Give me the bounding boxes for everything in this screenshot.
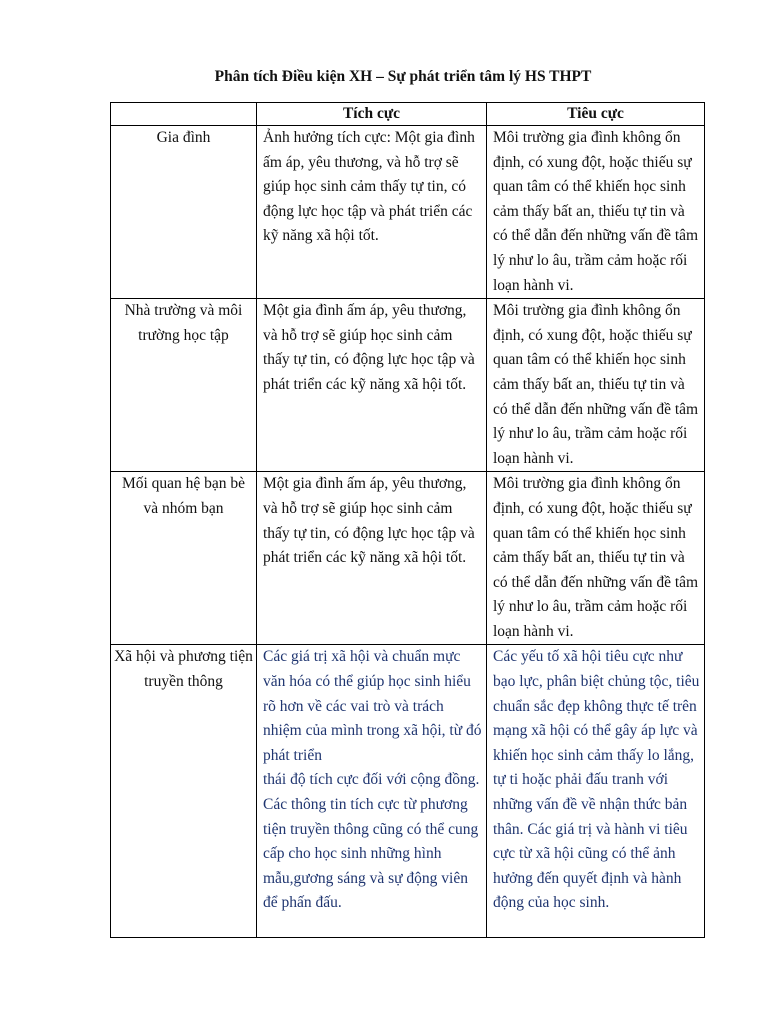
- analysis-table: [110, 102, 705, 938]
- cell-positive-text-part1: Các giá trị xã hội và chuẩn mực văn hóa có thể giúp học sinh hiểu rõ hơn về các vai trò và trách nhiệm của mình trong xã hội, từ đó phát triển: [263, 648, 482, 764]
- row-label-friends: Mối quan hệ bạn bè và nhóm bạn: [111, 472, 257, 645]
- page-title: Phân tích Điều kiện XH – Sự phát triển tâm lý HS THPT: [214, 68, 592, 85]
- cell-negative: Môi trường gia đình không ổn định, có xung đột, hoặc thiếu sự quan tâm có thể khiến học sinh cảm thấy bất an, thiếu tự tin và có thể dẫn đến những vấn đề tâm lý như lo âu, trầm cảm hoặc rối loạn hành vi.: [487, 126, 705, 299]
- row-label-society-media: Xã hội và phương tiện truyền thông: [111, 645, 257, 938]
- header-negative: Tiêu cực: [487, 103, 705, 126]
- table-row: [111, 645, 705, 938]
- header-positive: Tích cực: [257, 103, 487, 126]
- cell-positive: [257, 645, 487, 938]
- row-label-family: Gia đình: [111, 126, 257, 299]
- cell-negative: Môi trường gia đình không ổn định, có xung đột, hoặc thiếu sự quan tâm có thể khiến học sinh cảm thấy bất an, thiếu tự tin và có thể dẫn đến những vấn đề tâm lý như lo âu, trầm cảm hoặc rối loạn hành vi.: [487, 299, 705, 472]
- table-row: [111, 126, 705, 299]
- cell-positive: Ảnh hưởng tích cực: Một gia đình ấm áp, yêu thương, và hỗ trợ sẽ giúp học sinh cảm thấy tự tin, có động lực học tập và phát triển các kỹ năng xã hội tốt.: [257, 126, 487, 299]
- cell-negative: Các yếu tố xã hội tiêu cực như bạo lực, phân biệt chủng tộc, tiêu chuẩn sắc đẹp không thực tế trên mạng xã hội có thể gây áp lực và khiến học sinh cảm thấy lo lắng, tự ti hoặc phải đấu tranh với những vấn đề về nhận thức bản thân. Các giá trị và hành vi tiêu cực từ xã hội cũng có thể ảnh hưởng đến quyết định và hành động của học sinh.: [487, 645, 705, 938]
- table-row: [111, 299, 705, 472]
- row-label-school: Nhà trường và môi trường học tập: [111, 299, 257, 472]
- cell-positive-text-part2: thái độ tích cực đối với cộng đồng. Các thông tin tích cực từ phương tiện truyền thông cũng có thể cung cấp cho học sinh những hình mẫu,gương sáng và sự động viên để phấn đấu.: [263, 771, 480, 912]
- table-row: [111, 472, 705, 645]
- cell-positive: Một gia đình ấm áp, yêu thương, và hỗ trợ sẽ giúp học sinh cảm thấy tự tin, có động lực học tập và phát triển các kỹ năng xã hội tốt.: [257, 472, 487, 645]
- table-header-row: [111, 103, 705, 126]
- cell-positive: Một gia đình ấm áp, yêu thương, và hỗ trợ sẽ giúp học sinh cảm thấy tự tin, có động lực học tập và phát triển các kỹ năng xã hội tốt.: [257, 299, 487, 472]
- cell-negative: Môi trường gia đình không ổn định, có xung đột, hoặc thiếu sự quan tâm có thể khiến học sinh cảm thấy bất an, thiếu tự tin và có thể dẫn đến những vấn đề tâm lý như lo âu, trầm cảm hoặc rối loạn hành vi.: [487, 472, 705, 645]
- header-empty-cell: [111, 103, 257, 126]
